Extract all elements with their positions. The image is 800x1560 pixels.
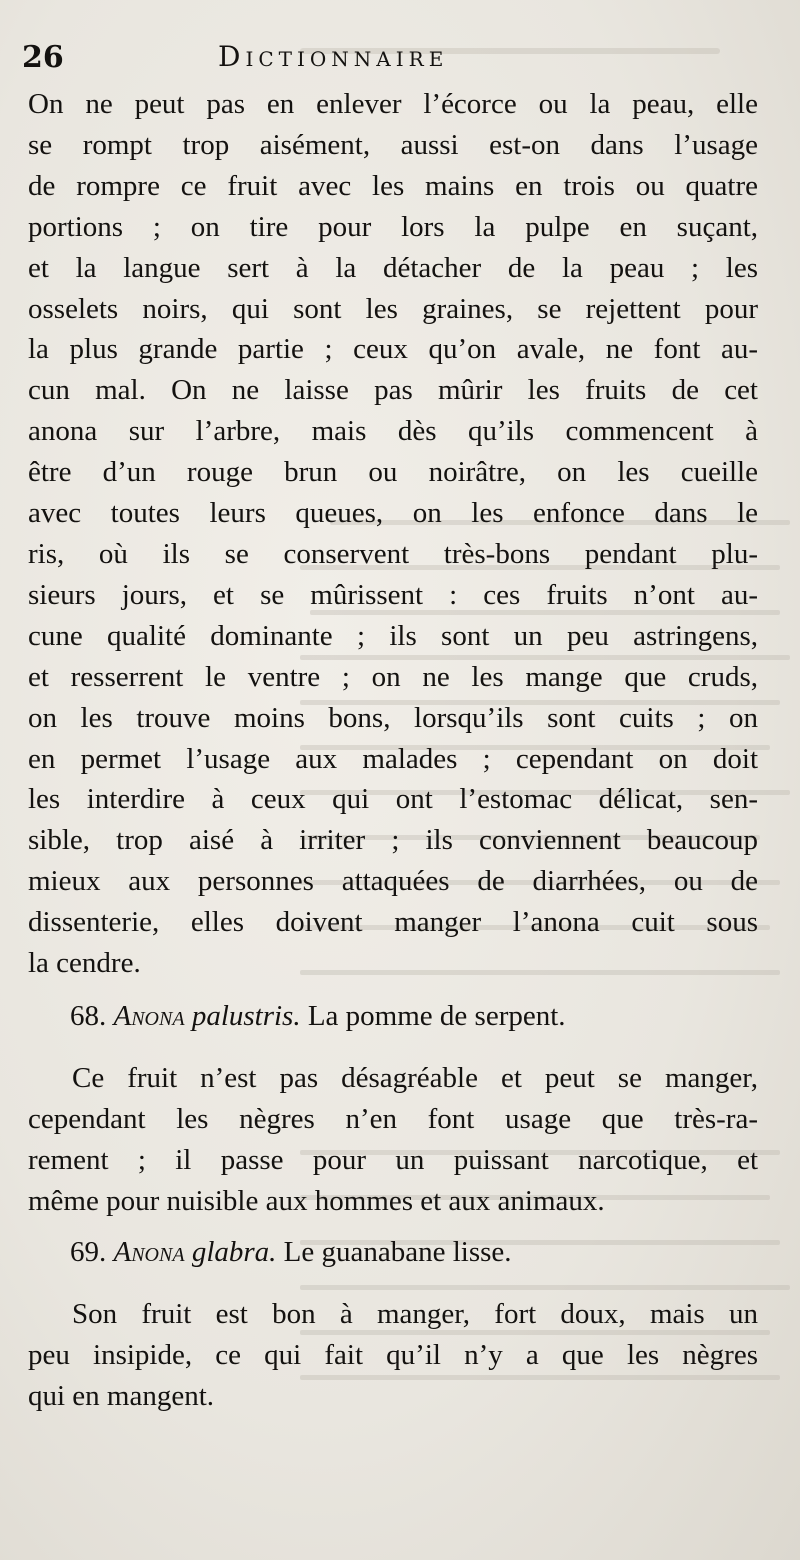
entry-genus: Anona <box>113 1000 185 1032</box>
text-line: portions ; on tire pour lors la pulpe en suçant, <box>28 210 758 243</box>
text-line: peu insipide, ce qui fait qu’il n’y a que les nègres <box>28 1338 758 1371</box>
entry-genus: Anona <box>113 1236 185 1268</box>
entry-species: glabra. <box>191 1236 277 1268</box>
text-line: qui en mangent. <box>28 1379 215 1412</box>
text-line: mieux aux personnes attaquées de diarrhées, ou de <box>28 865 758 898</box>
entry-heading-68 <box>70 1000 566 1033</box>
text-line: même pour nuisible aux hommes et aux animaux. <box>28 1184 605 1217</box>
text-line: on les trouve moins bons, lorsqu’ils sont cuits ; on <box>28 701 758 734</box>
text-line: et resserrent le ventre ; on ne les mange que cruds, <box>28 660 758 693</box>
entry-number: 69. <box>70 1236 107 1268</box>
text-line: ris, où ils se conservent très-bons pendant plu- <box>28 537 758 570</box>
text-line: avec toutes leurs queues, on les enfonce dans le <box>28 497 758 530</box>
text-line: sible, trop aisé à irriter ; ils conviennent beaucoup <box>28 824 758 857</box>
text-line: osselets noirs, qui sont les graines, se rejettent pour <box>28 292 758 325</box>
text-line: Son fruit est bon à manger, fort doux, mais un <box>72 1298 758 1330</box>
text-line: être d’un rouge brun ou noirâtre, on les cueille <box>28 456 758 489</box>
running-head: Dictionnaire <box>218 40 449 73</box>
text-line: cune qualité dominante ; ils sont un peu astringens, <box>28 619 758 652</box>
text-line: On ne peut pas en enlever l’écorce ou la peau, elle <box>28 88 758 120</box>
text-line: de rompre ce fruit avec les mains en trois ou quatre <box>28 169 758 202</box>
text-line: anona sur l’arbre, mais dès qu’ils commencent à <box>28 415 758 448</box>
text-line: se rompt trop aisément, aussi est-on dans l’usage <box>28 128 758 161</box>
text-line: la plus grande partie ; ceux qu’on avale, ne font au- <box>28 333 758 366</box>
page-header <box>22 40 582 84</box>
continuation-paragraph <box>28 84 758 984</box>
text-line: rement ; il passe pour un puissant narcotique, et <box>28 1143 758 1176</box>
text-line: en permet l’usage aux malades ; cependant on doit <box>28 742 758 775</box>
text-line: cependant les nègres n’en font usage que très-ra- <box>28 1102 758 1135</box>
text-line: cun mal. On ne laisse pas mûrir les fruits de cet <box>28 374 758 407</box>
entry-common-name: La pomme de serpent. <box>307 1000 566 1032</box>
text-line: et la langue sert à la détacher de la peau ; les <box>28 251 758 284</box>
text-line: dissenterie, elles doivent manger l’anona cuit sous <box>28 906 758 939</box>
entry-number: 68. <box>70 1000 107 1032</box>
entry-species: palustris. <box>191 1000 301 1032</box>
text-line: sieurs jours, et se mûrissent : ces fruits n’ont au- <box>28 578 758 611</box>
entry-heading-69 <box>70 1236 512 1269</box>
entry-common-name: Le guanabane lisse. <box>283 1236 512 1268</box>
text-line: la cendre. <box>28 947 141 980</box>
page-number: 26 <box>22 40 64 75</box>
entry-68-description <box>28 1058 758 1222</box>
text-line: Ce fruit n’est pas désagréable et peut se manger, <box>72 1062 758 1094</box>
text-line: les interdire à ceux qui ont l’estomac délicat, sen- <box>28 783 758 816</box>
entry-69-description <box>28 1294 758 1417</box>
